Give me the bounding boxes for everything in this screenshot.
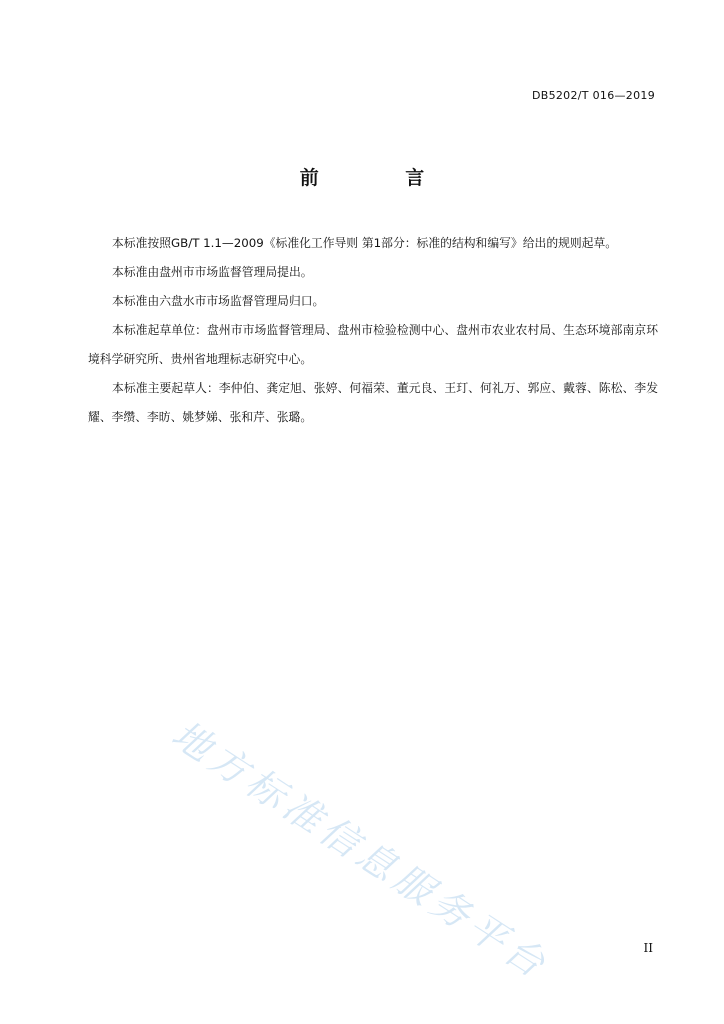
- page-number: II: [643, 941, 653, 955]
- paragraph-administrator: 本标准由六盘水市市场监督管理局归口。: [112, 294, 325, 308]
- paragraph-drafting-units: 本标准起草单位：盘州市市场监督管理局、盘州市检验检测中心、盘州市农业农村局、生态环境部南京环境科学研究所、贵州省地理标志研究中心。: [88, 323, 658, 366]
- watermark: 地方标准信息服务平台: [164, 711, 558, 989]
- foreword-body: [88, 229, 658, 432]
- document-code: DB5202/T 016—2019: [531, 89, 655, 102]
- page-title: 前 言: [299, 167, 465, 189]
- paragraph-drafting-rules: 本标准按照GB/T 1.1—2009《标准化工作导则 第1部分：标准的结构和编写》给出的规则起草。: [112, 236, 618, 250]
- paragraph-drafters: 本标准主要起草人：李仲伯、龚定旭、张婷、何福荣、董元良、王玎、何礼万、郭应、戴蓉、陈松、李发耀、李缵、李昉、姚梦娣、张和芹、张璐。: [88, 381, 658, 424]
- paragraph-proposer: 本标准由盘州市市场监督管理局提出。: [112, 265, 313, 279]
